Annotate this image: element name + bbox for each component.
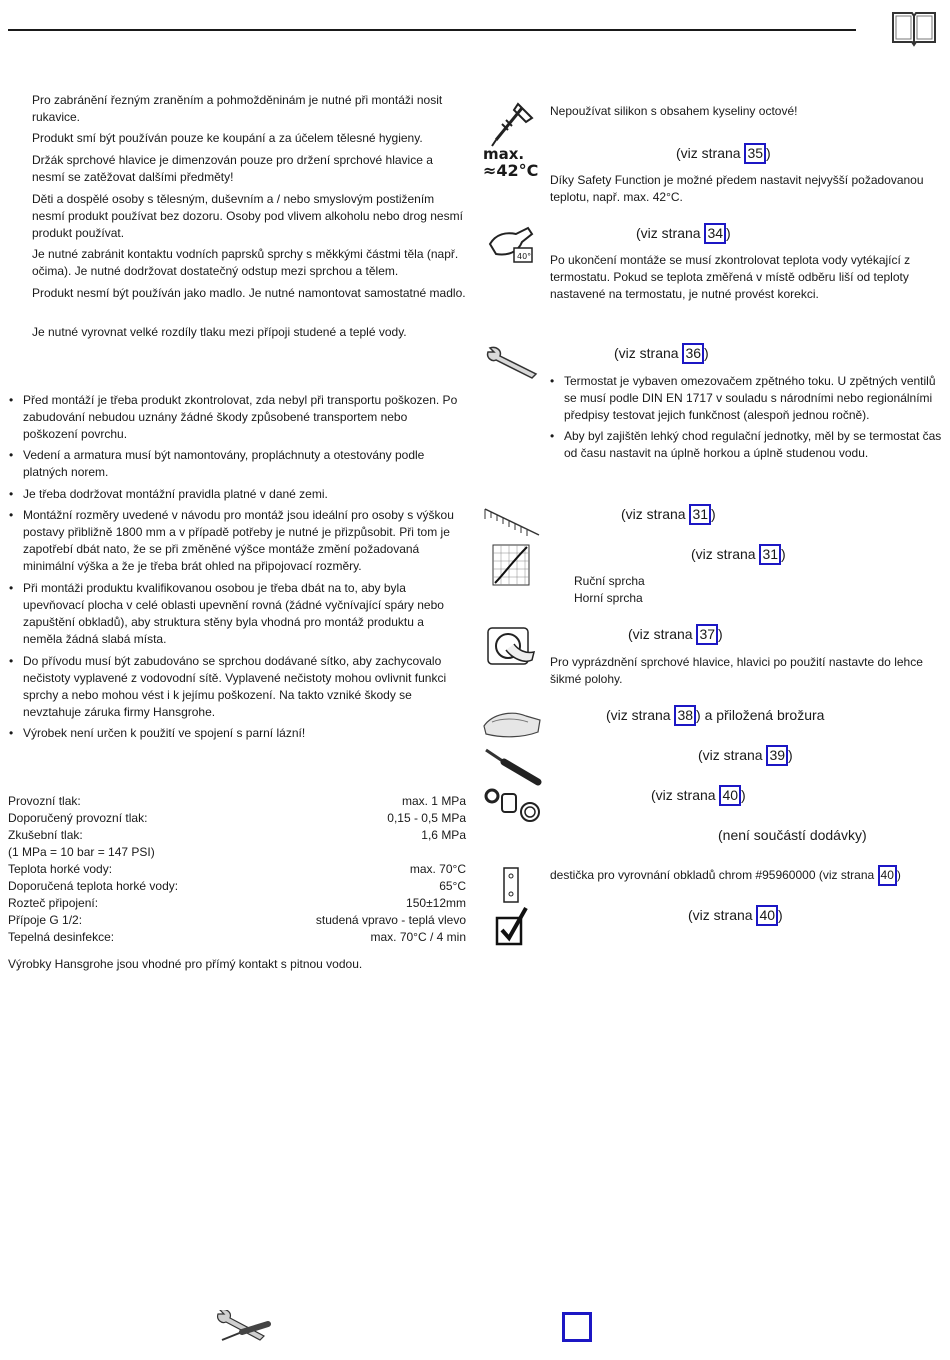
page-link-37[interactable]: 37: [696, 624, 718, 645]
page-reference: (viz strana 40 ): [651, 785, 746, 806]
blue-square-icon: [562, 1312, 592, 1342]
spec-row: Zkušební tlak: 1,6 MPa: [8, 828, 466, 842]
safety-paragraph-usage: Produkt smí být používán pouze ke koupání a za účelem tělesné hygieny.: [32, 131, 423, 145]
install-bullet-dimensions: • Montážní rozměry uvedené v návodu pro montáž jsou ideální pro osoby s výškou postavy přibližně 1800 mm a v případě potřeby je nutné je přizpůsobit. Při tom je zapotřebí dbát nato, že se při změněné výšce montáže změní požadovaná minimální výška a že je třeba brát ohled na připojovací rozměry.: [9, 507, 464, 575]
drain-note: Pro vyprázdnění sprchové hlavice, hlavici po použití nastavte do lehce šikmé polohy.: [550, 655, 923, 686]
install-bullet-steam: • Výrobek není určen k použití ve spojení s parní lázní!: [9, 725, 464, 742]
maintenance-bullet-thermostat: • Aby byl zajištěn lehký chod regulační jednotky, měl by se termostat čas od času nastavit na úplně horkou a úplně studenou vodu.: [550, 428, 942, 462]
install-bullet-rules: • Je třeba dodržovat montážní pravidla platné v dané zemi.: [9, 486, 464, 503]
dimension-chart-icon: [483, 505, 541, 587]
page-reference: (viz strana 38 ) a přiložená brožura: [606, 705, 824, 726]
safety-paragraph-eyes: Je nutné zabránit kontaktu vodních paprsků sprchy s měkkými částmi těla (např. očima). Je nutné dodržovat dostatečný odstup mezi sprchou a tělem.: [32, 247, 459, 278]
page-link-40a[interactable]: 40: [719, 785, 741, 806]
spare-parts-icon: [484, 786, 542, 826]
tile-plate-icon: [500, 866, 522, 904]
checkmark-box-icon: [494, 906, 530, 946]
screwdriver-icon: [482, 746, 542, 786]
not-included-label: (není součástí dodávky): [718, 827, 867, 843]
silicone-gun-icon: [488, 100, 536, 148]
spec-row: Přípoje G 1/2: studená vpravo - teplá vlevo: [8, 913, 466, 927]
handle-knob-icon: [484, 624, 536, 670]
page-reference: (viz strana 37 ): [628, 624, 723, 645]
calibration-text: Po ukončení montáže se musí zkontrolovat teplota vody vytékající z termostatu. Pokud se teplota změřená v místě odběru liší od teploty nastavené na termostatu, je nutné provést korekci.: [550, 253, 911, 301]
page-reference: (viz strana 31 ): [691, 544, 786, 565]
page-link-40b[interactable]: 40: [878, 865, 897, 886]
tile-plate-text: destička pro vyrovnání obkladů chrom #95960000 (viz strana 40 ): [550, 865, 901, 886]
install-bullet-transport: • Před montáží je třeba produkt zkontrolovat, zda nebyl při transportu poškozen. Po zabudování nebudou uznány žádné škody způsobené transportem nebo poškození povrchu.: [9, 392, 464, 443]
hand-shower-label: Ruční sprcha: [574, 574, 645, 588]
install-bullet-filter: • Do přívodu musí být zabudováno se sprchou dodávané sítko, aby zachycovalo nečistoty vyplavené z vodovodní sítě. Vyplavené nečistoty mohou ovlivnit funkci sprchy a nebo mohou vést i k jejímu poškození. Na takto vzniké škody se nevztahuje záruka firmy Hansgrohe.: [9, 653, 464, 721]
cleaning-cloth-icon: [482, 704, 542, 740]
wrench-icon: [484, 346, 540, 382]
page-link-35[interactable]: 35: [744, 143, 766, 164]
page-link-39[interactable]: 39: [766, 745, 788, 766]
spec-row: Teplota horké vody: max. 70°C: [8, 862, 466, 876]
page-link-36[interactable]: 36: [682, 343, 704, 364]
safety-paragraph-holder: Držák sprchové hlavice je dimenzován pouze pro držení sprchové hlavice a nesmí se zatěžovat dalšími předměty!: [32, 153, 433, 184]
temp-42-label: ≈42°C: [483, 161, 539, 180]
page-reference: (viz strana 36 ): [614, 343, 709, 364]
safety-paragraph-gloves: Pro zabránění řezným zraněním a pohmožděninám je nutné při montáži nosit rukavice.: [32, 93, 443, 124]
safety-function-text: Díky Safety Function je možné předem nastavit nejvyšší požadovanou teplotu, např. max. 42°C.: [550, 173, 924, 204]
page-link-31b[interactable]: 31: [759, 544, 781, 565]
install-bullet-pipes: • Vedení a armatura musí být namontovány, propláchnuty a otestovány podle platných norem.: [9, 447, 464, 481]
overhead-shower-label: Horní sprcha: [574, 591, 643, 605]
page-reference: (viz strana 35 ): [676, 143, 771, 164]
book-icon: [890, 9, 938, 47]
safety-paragraph-pressure: Je nutné vyrovnat velké rozdíly tlaku mezi přípoji studené a teplé vody.: [32, 325, 407, 339]
silicone-warning: Nepoužívat silikon s obsahem kyseliny octové!: [550, 104, 798, 118]
max-temp-label: max.: [483, 145, 525, 163]
page-reference: (viz strana 40 ): [688, 905, 783, 926]
spec-row: (1 MPa = 10 bar = 147 PSI): [8, 845, 155, 859]
page-reference: (viz strana 34 ): [636, 223, 731, 244]
tools-icon: [216, 1310, 272, 1346]
page-reference: (viz strana 31 ): [621, 504, 716, 525]
spec-row: Doporučený provozní tlak: 0,15 - 0,5 MPa: [8, 811, 466, 825]
page-link-31a[interactable]: 31: [689, 504, 711, 525]
page-link-38[interactable]: 38: [674, 705, 696, 726]
install-bullet-surface: • Při montáži produktu kvalifikovanou osobou je třeba dbát na to, aby byla upevňovací plocha v celé oblasti upevnění rovná (žádné vyčnívající spáry nebo zapuštění obkladů), aby struktura stěny byla vhodná pro montáž produktu a neměla žádná slabá místa.: [9, 580, 464, 648]
maintenance-bullet-backflow: • Termostat je vybaven omezovačem zpětného toku. U zpětných ventilů se musí podle DIN EN 1717 v souladu s národními nebo regionálními předpisy testovat jejich funkčnost (alespoň jednou ročně).: [550, 373, 942, 424]
specs-drinking-water-note: Výrobky Hansgrohe jsou vhodné pro přímý kontakt s pitnou vodou.: [8, 957, 363, 971]
safety-paragraph-handle: Produkt nesmí být používán jako madlo. Je nutné namontovat samostatné madlo.: [32, 286, 466, 300]
spec-row: Doporučená teplota horké vody: 65°C: [8, 879, 466, 893]
page-reference: (viz strana 39 ): [698, 745, 793, 766]
header-rule: [8, 29, 856, 31]
thermometer-hand-icon: [488, 222, 538, 266]
spec-row: Provozní tlak: max. 1 MPa: [8, 794, 466, 808]
page-link-40c[interactable]: 40: [756, 905, 778, 926]
thermometer-badge: 40°: [517, 252, 532, 261]
safety-paragraph-supervision: Děti a dospělé osoby s tělesným, duševním a / nebo smyslovým postižením nesmí produkt používat bez dozoru. Osoby pod vlivem alkoholu nebo drog nesmí produkt používat.: [32, 192, 463, 240]
page-link-34[interactable]: 34: [704, 223, 726, 244]
spec-row: Tepelná desinfekce: max. 70°C / 4 min: [8, 930, 466, 944]
spec-row: Rozteč připojení: 150±12mm: [8, 896, 466, 910]
